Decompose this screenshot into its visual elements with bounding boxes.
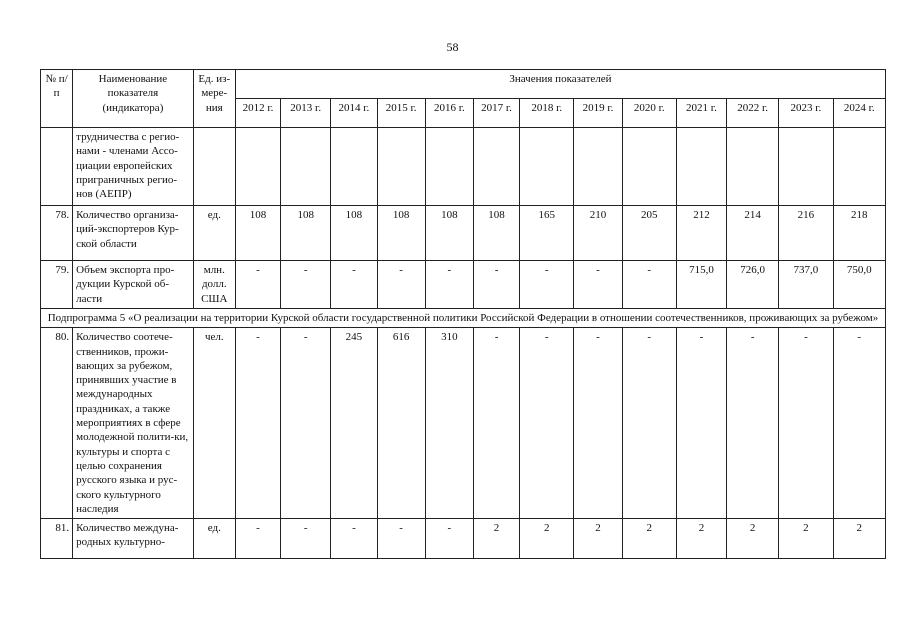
value-cell <box>727 128 779 206</box>
header-year: 2024 г. <box>833 99 885 128</box>
value-cell <box>833 128 885 206</box>
value-cell: - <box>331 261 377 309</box>
value-cell: - <box>235 328 280 519</box>
header-year: 2023 г. <box>779 99 833 128</box>
header-values: Значения показателей <box>235 70 885 99</box>
header-year: 2021 г. <box>676 99 726 128</box>
indicator-name: трудничества с регио-нами - членами Ассо-циации европейских приграничных регио-нов (АЕПР) <box>73 128 194 206</box>
value-cell: 2 <box>473 519 519 559</box>
value-cell: - <box>377 519 425 559</box>
value-cell: 737,0 <box>779 261 833 309</box>
header-year: 2016 г. <box>425 99 473 128</box>
row-number: 81. <box>41 519 73 559</box>
value-cell: - <box>473 328 519 519</box>
unit-of-measure: ед. <box>193 519 235 559</box>
indicator-name: Количество соотече-ственников, прожи-вающих за рубежом, принявших участие в международных праздниках, а также мероприятиях в сфере молодежной полити-ки, культуры и спорта с целью сохранения русского языка и рус-ского культурного наследия <box>73 328 194 519</box>
value-cell: 108 <box>377 206 425 261</box>
value-cell: 2 <box>574 519 622 559</box>
value-cell <box>520 128 574 206</box>
header-num: № п/п <box>41 70 73 128</box>
header-name: Наименование показателя (индикатора) <box>73 70 194 128</box>
value-cell: - <box>235 519 280 559</box>
value-cell: - <box>622 328 676 519</box>
subprogram-title: Подпрограмма 5 «О реализации на территории Курской области государственной политики Российской Федерации в отношении соотечественников, проживающих за рубежом» <box>41 309 886 328</box>
value-cell <box>235 128 280 206</box>
value-cell: 750,0 <box>833 261 885 309</box>
value-cell: - <box>473 261 519 309</box>
row-number: 80. <box>41 328 73 519</box>
value-cell: 726,0 <box>727 261 779 309</box>
value-cell: 108 <box>331 206 377 261</box>
value-cell <box>574 128 622 206</box>
value-cell: 2 <box>622 519 676 559</box>
value-cell: - <box>281 261 331 309</box>
table-row <box>41 328 886 519</box>
value-cell: - <box>727 328 779 519</box>
row-number: 79. <box>41 261 73 309</box>
value-cell <box>377 128 425 206</box>
value-cell: 2 <box>520 519 574 559</box>
value-cell: 245 <box>331 328 377 519</box>
indicators-table <box>40 69 886 559</box>
header-year: 2018 г. <box>520 99 574 128</box>
row-number <box>41 128 73 206</box>
value-cell: - <box>520 328 574 519</box>
page-number: 58 <box>446 40 459 54</box>
table-row <box>41 128 886 206</box>
table-header <box>41 70 886 128</box>
header-year: 2012 г. <box>235 99 280 128</box>
indicator-name: Объем экспорта про-дукции Курской об-ласти <box>73 261 194 309</box>
value-cell: - <box>425 261 473 309</box>
unit-of-measure <box>193 128 235 206</box>
value-cell: 108 <box>281 206 331 261</box>
value-cell: - <box>425 519 473 559</box>
value-cell: - <box>281 328 331 519</box>
unit-of-measure: чел. <box>193 328 235 519</box>
table-row <box>41 206 886 261</box>
header-year: 2017 г. <box>473 99 519 128</box>
value-cell: - <box>574 261 622 309</box>
value-cell: 210 <box>574 206 622 261</box>
value-cell: - <box>574 328 622 519</box>
unit-of-measure: ед. <box>193 206 235 261</box>
value-cell <box>676 128 726 206</box>
value-cell: 2 <box>676 519 726 559</box>
table-row <box>41 519 886 559</box>
unit-of-measure: млн. долл. США <box>193 261 235 309</box>
value-cell: 108 <box>425 206 473 261</box>
value-cell <box>779 128 833 206</box>
value-cell: - <box>779 328 833 519</box>
value-cell: 212 <box>676 206 726 261</box>
value-cell: 310 <box>425 328 473 519</box>
value-cell: 2 <box>833 519 885 559</box>
indicator-name: Количество организа-ций-экспортеров Кур-ской области <box>73 206 194 261</box>
header-unit: Ед. из-мере-ния <box>193 70 235 128</box>
value-cell: 205 <box>622 206 676 261</box>
value-cell: - <box>235 261 280 309</box>
header-year: 2014 г. <box>331 99 377 128</box>
value-cell: 616 <box>377 328 425 519</box>
value-cell: 165 <box>520 206 574 261</box>
value-cell: - <box>281 519 331 559</box>
value-cell: 214 <box>727 206 779 261</box>
value-cell: 2 <box>779 519 833 559</box>
value-cell: 218 <box>833 206 885 261</box>
subprogram-row <box>41 309 886 328</box>
value-cell: 715,0 <box>676 261 726 309</box>
value-cell: - <box>833 328 885 519</box>
value-cell: - <box>377 261 425 309</box>
value-cell <box>281 128 331 206</box>
header-year: 2019 г. <box>574 99 622 128</box>
row-number: 78. <box>41 206 73 261</box>
value-cell: - <box>622 261 676 309</box>
header-year: 2022 г. <box>727 99 779 128</box>
value-cell: 108 <box>235 206 280 261</box>
value-cell: 216 <box>779 206 833 261</box>
header-year: 2020 г. <box>622 99 676 128</box>
header-year: 2013 г. <box>281 99 331 128</box>
indicator-name: Количество междуна-родных культурно- <box>73 519 194 559</box>
value-cell: - <box>331 519 377 559</box>
value-cell: 108 <box>473 206 519 261</box>
value-cell <box>622 128 676 206</box>
value-cell <box>473 128 519 206</box>
value-cell: - <box>520 261 574 309</box>
value-cell <box>425 128 473 206</box>
value-cell: 2 <box>727 519 779 559</box>
value-cell <box>331 128 377 206</box>
table-row <box>41 261 886 309</box>
value-cell: - <box>676 328 726 519</box>
table-body <box>41 128 886 559</box>
header-year: 2015 г. <box>377 99 425 128</box>
